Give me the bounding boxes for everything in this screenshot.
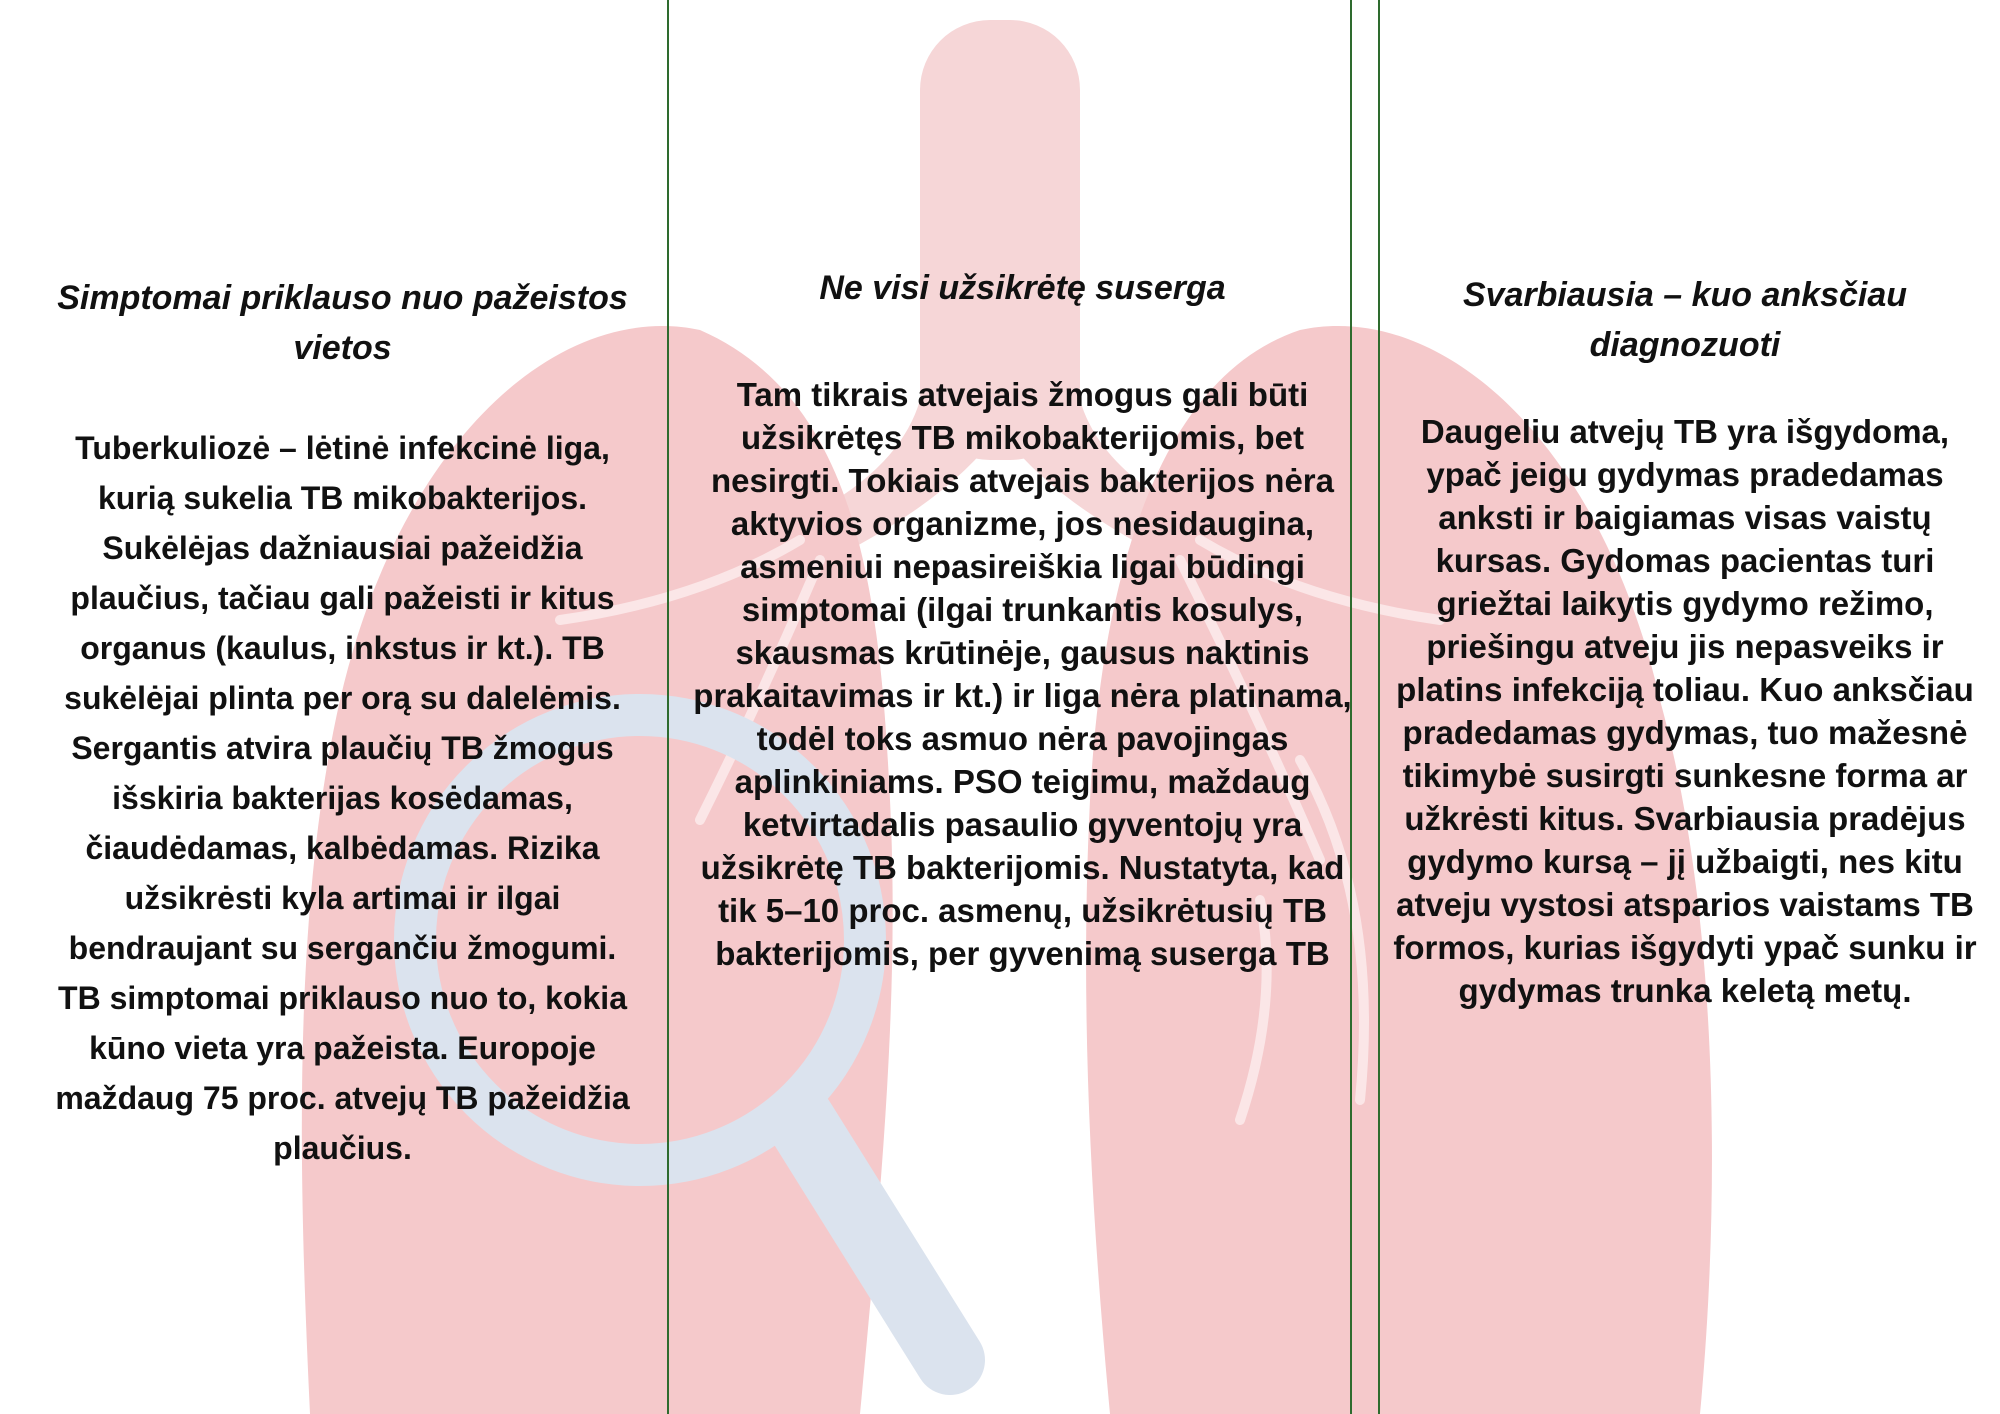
column-title: Simptomai priklauso nuo pažeistos vietos [57, 279, 628, 367]
column-body-paragraph: Tuberkuliozė – lėtinė infekcinė liga, kurią sukelia TB mikobakterijos. Sukėlėjas dažniausiai pažeidžia plaučius, tačiau gali pažeisti ir kitus organus (kaulus, inkstus ir kt.). TB sukėlėjai plinta per orą su dalelėmis. Sergantis atvira plaučių TB žmogus išskiria bakterijas kosėdamas, čiaudėdamas, kalbėdamas. Rizika užsikrėsti kyla artimai ir ilgai bendraujant su sergančiu žmogumi. [64, 430, 621, 966]
column-divider-left [667, 0, 669, 1414]
column-body-text: Tam tikrais atvejais žmogus gali būti užsikrėtęs TB mikobakterijomis, bet nesirgti. Tokiais atvejais bakterijos nėra aktyvios organizme, jos nesidaugina, asmeniui nepasireiškia ligai būdingi simptomai (ilgai trunkantis kosulys, skausmas krūtinėje, gausus naktinis prakaitavimas ir kt.) ir liga nėra platinama, todėl toks asmuo nėra pavojingas aplinkiniams. PSO teigimu, maždaug ketvirtadalis pasaulio gyventojų yra užsikrėtę TB bakterijomis. Nustatyta, kad tik 5–10 proc. asmenų, užsikrėtusių TB bakterijomis, per gyvenimą suserga TB [693, 376, 1352, 972]
column-body-paragraph: TB simptomai priklauso nuo to, kokia kūno vieta yra pažeista. Europoje maždaug 75 proc. atvejų TB pažeidžia plaučius. [55, 980, 630, 1166]
column-body-text: Daugeliu atvejų TB yra išgydoma, ypač jeigu gydymas pradedamas anksti ir baigiamas visas vaistų kursas. Gydomas pacientas turi griežtai laikytis gydymo režimo, priešingu atveju jis nepasveiks ir platins infekciją toliau. Kuo anksčiau pradedamas gydymas, tuo mažesnė tikimybė susirgti sunkesne forma ar užkrėsti kitus. Svarbiausia pradėjus gydymo kursą – jį užbaigti, nes kitu atveju vystosi atsparios vaistams TB formos, kurias išgydyti ypač sunku ir gydymas trunka keletą metų. [1393, 413, 1977, 1009]
column-title: Ne visi užsikrėtę suserga [819, 269, 1226, 307]
column-title: Svarbiausia – kuo anksčiau diagnozuoti [1462, 276, 1908, 364]
column-symptoms [40, 273, 645, 1173]
column-divider-right-b [1378, 0, 1380, 1414]
column-body-text [40, 423, 645, 1173]
column-not-all-infected-get-sick [690, 263, 1355, 975]
column-early-diagnosis [1385, 270, 1985, 1012]
